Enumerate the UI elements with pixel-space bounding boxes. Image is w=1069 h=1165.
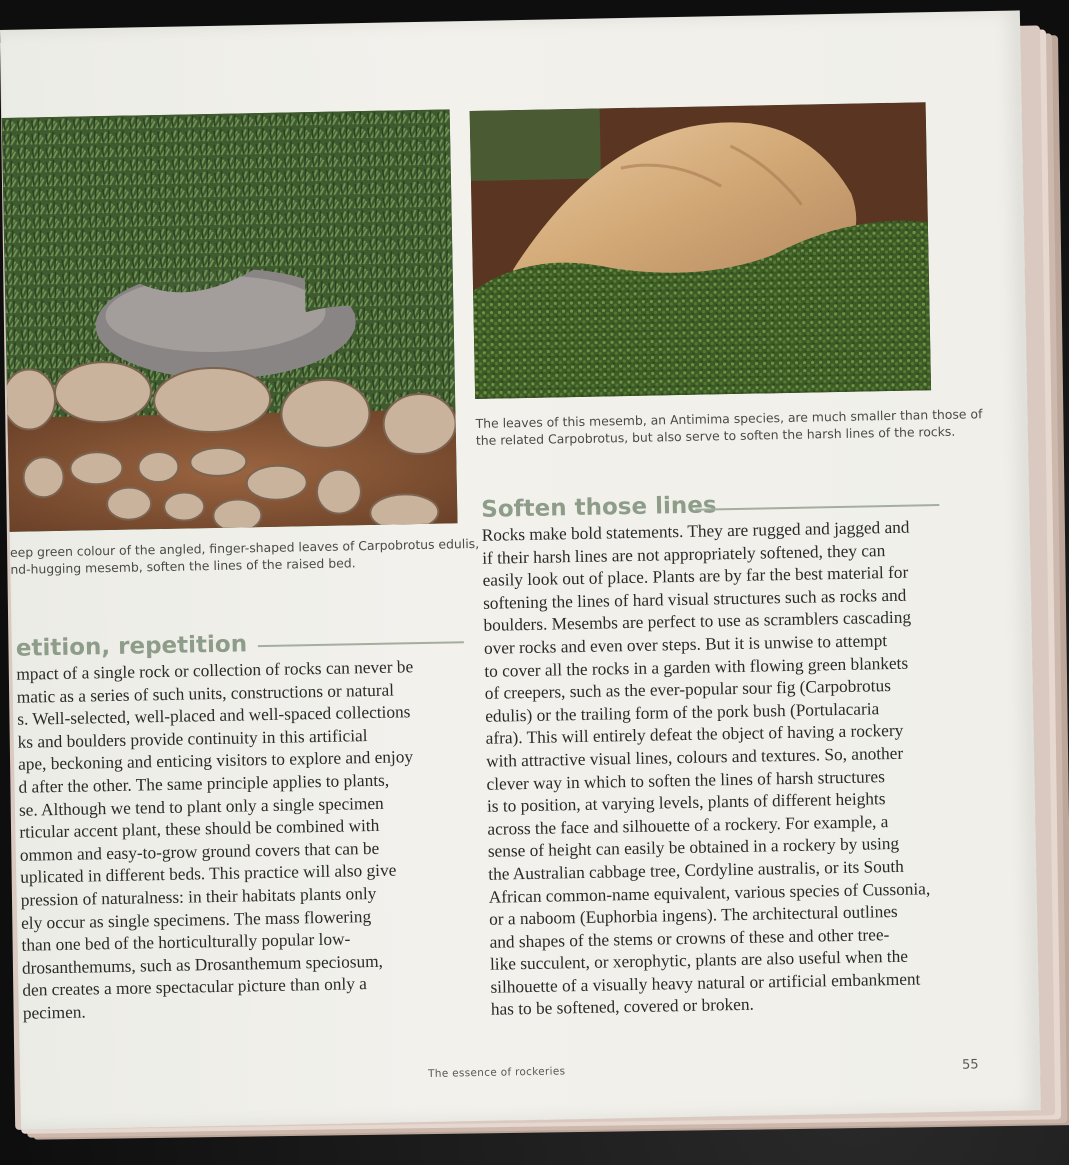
text-line: across the face and silhouette of a rockery. For example, a [487, 811, 889, 839]
caption-line: nd-hugging mesemb, soften the lines of the raised bed. [10, 555, 356, 577]
heading-rule [258, 641, 464, 647]
text-line: silhouette of a visually heavy natural or artificial embankment [490, 969, 921, 997]
text-line: uplicated in different beds. This practice will also give [20, 860, 397, 888]
running-footer-title: The essence of rockeries [428, 1065, 566, 1080]
text-line: over rocks and even over steps. But it is unwise to attempt [483, 631, 888, 658]
text-line: mpact of a single rock or collection of rocks can never be [16, 657, 414, 684]
caption-line: The leaves of this mesemb, an Antimima species, are much smaller than those of [475, 406, 983, 431]
caption-line: eep green colour of the angled, finger-shaped leaves of Carpobrotus edulis, [9, 535, 480, 560]
text-line: easily look out of place. Plants are by far the best material for [482, 562, 909, 591]
text-line: den creates a more spectacular picture than only a [22, 974, 368, 1001]
text-line: sense of height can easily be obtained in a rockery by using [487, 834, 900, 862]
text-line: with attractive visual lines, colours and textures. So, another [485, 743, 904, 771]
text-line: afra). This will entirely defeat the object of having a rockery [485, 721, 904, 749]
heading-rule [695, 504, 939, 511]
caption-left-photo [10, 535, 480, 578]
heading-soften-those-lines: Soften those lines [481, 492, 717, 523]
book-page [0, 10, 1041, 1129]
text-line: and shapes of the stems or crowns of these and other tree- [489, 924, 890, 952]
text-line: African common-name equivalent, various species of Cussonia, [488, 878, 931, 907]
text-line: d after the other. The same principle applies to plants, [18, 770, 390, 797]
text-line: or a naboom (Euphorbia ingens). The architectural outlines [488, 902, 898, 929]
text-line: ommon and easy-to-grow ground covers that can be [19, 838, 380, 865]
text-line: pecimen. [22, 1002, 86, 1023]
text-line: softening the lines of hard visual structures such as rocks and [482, 585, 907, 613]
text-line: ks and boulders provide continuity in this artificial [17, 725, 368, 752]
text-line: has to be softened, covered or broken. [490, 995, 755, 1020]
text-line: ape, beckoning and enticing visitors to explore and enjoy [17, 747, 414, 775]
text-line: se. Although we tend to plant only a single specimen [18, 793, 384, 820]
text-line: like succulent, or xerophytic, plants are also useful when the [489, 947, 909, 975]
text-line: to cover all the rocks in a garden with flowing green blankets [484, 653, 909, 681]
text-line: drosanthemums, such as Drosanthemum speciosum, [21, 951, 384, 978]
text-line: is to position, at varying levels, plants of different heights [486, 789, 886, 816]
body-text-right [482, 516, 933, 1021]
text-line: of creepers, such as the ever-popular sour fig (Carpobrotus [484, 676, 892, 703]
text-line: if their harsh lines are not appropriately softened, they can [482, 540, 886, 568]
caption-right-photo [475, 405, 982, 449]
text-line: ely occur as single specimens. The mass flowering [20, 906, 372, 933]
body-text-left [16, 656, 420, 1025]
text-line: rticular accent plant, these should be combined with [19, 816, 380, 842]
heading-repetition: etition, repetition [15, 631, 248, 662]
photo-carpobrotus-raised-bed [2, 109, 458, 532]
photo-antimima-boulder [470, 102, 931, 399]
text-line: than one bed of the horticulturally popular low- [21, 929, 351, 955]
page-number: 55 [961, 1057, 979, 1073]
text-line: edulis) or the trailing form of the pork bush (Portulacaria [485, 698, 880, 726]
text-line: s. Well-selected, well-placed and well-spaced collections [17, 702, 411, 729]
text-line: the Australian cabbage tree, Cordyline australis, or its South [488, 856, 905, 884]
text-line: matic as a series of such units, constructions or natural [16, 680, 395, 707]
text-line: Rocks make bold statements. They are rugged and jagged and [481, 517, 910, 545]
text-line: boulders. Mesembs are perfect to use as scramblers cascading [483, 607, 912, 636]
caption-line: the related Carpobrotus, but also serve to soften the harsh lines of the rocks. [475, 423, 956, 448]
text-line: pression of naturalness: in their habitats plants only [20, 883, 377, 910]
text-line: clever way in which to soften the lines of harsh structures [486, 766, 885, 794]
